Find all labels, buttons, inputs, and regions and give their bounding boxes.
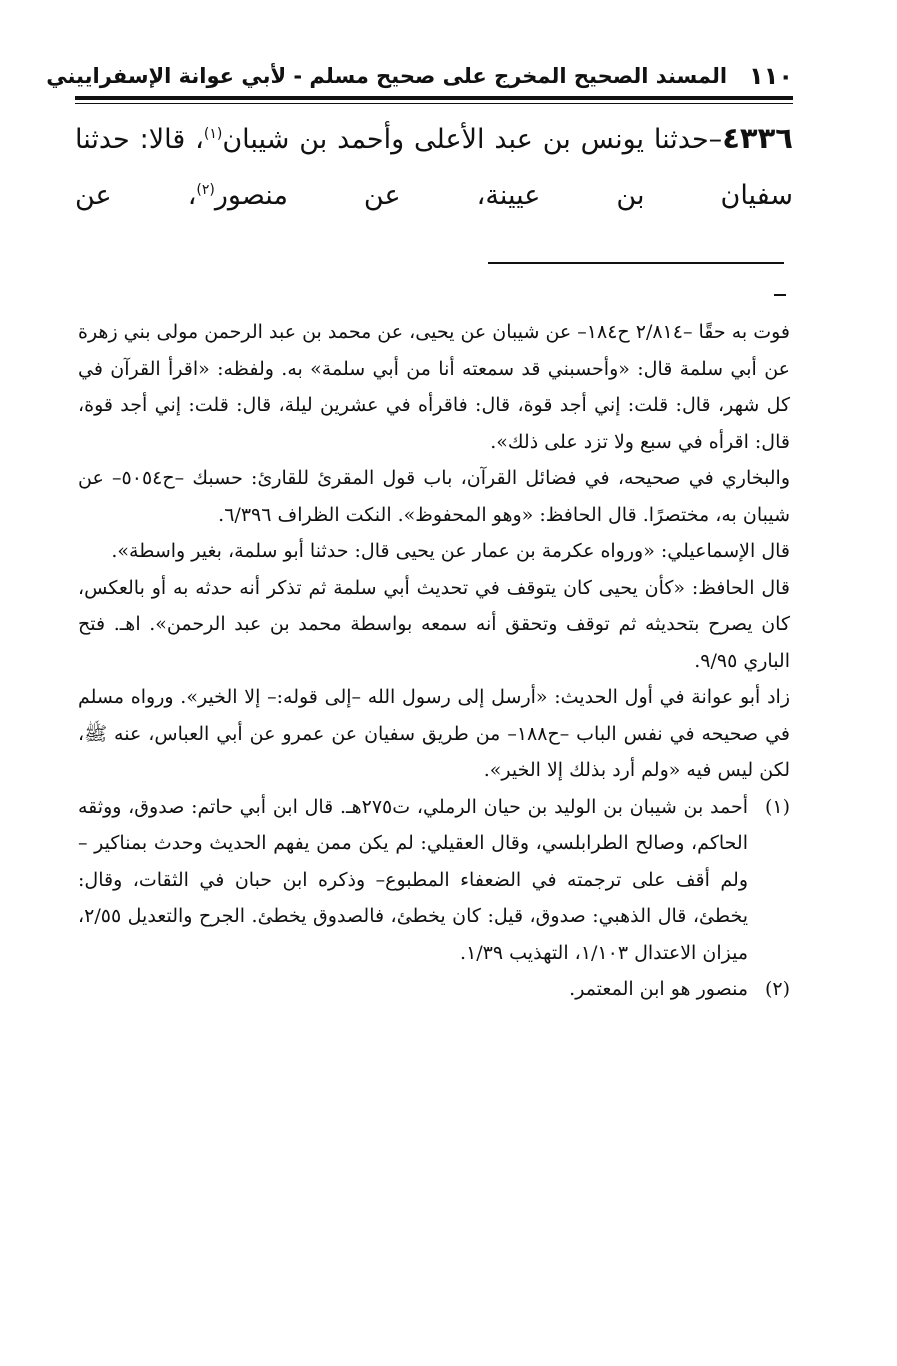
hadith-text: [75, 110, 793, 224]
footnote-text: منصور هو ابن المعتمر.: [569, 978, 748, 1000]
continued-note-paragraph: زاد أبو عوانة في أول الحديث: «أرسل إلى رسول الله –إلى قوله:– إلا الخير». ورواه مسلم في صحيحه في نفس الباب –ح١٨٨– من طريق سفيان عن عمرو عن أبي العباس، عنه ﷺ، لكن ليس فيه «ولم أرد بذلك إلا الخير».: [78, 686, 790, 781]
footnote-ref-2[interactable]: (٢): [196, 182, 215, 198]
footnote-separator: [488, 262, 784, 264]
hadith-line2: قالا: حدثنا سفيان بن عيينة، عن منصور: [75, 124, 793, 211]
footnotes-section: [78, 314, 790, 1008]
continued-note-paragraph: والبخاري في صحيحه، في فضائل القرآن، باب قول المقرئ للقارئ: حسبك –ح٥٠٥٤– عن شيبان به، مختصرًا. قال الحافظ: «وهو المحفوظ». النكت الظراف ٦/٣٩٦.: [78, 467, 791, 526]
footnote-2: [78, 971, 790, 1008]
running-header: [46, 58, 793, 94]
header-rule-thin: [75, 103, 793, 104]
hadith-number: ٤٣٣٦: [722, 121, 793, 155]
book-title: المسند الصحيح المخرج على صحيح مسلم - لأبي عوانة الإسفراييني: [46, 64, 728, 88]
continuation-mark: [774, 294, 786, 296]
continued-note-paragraph: قال الحافظ: «كأن يحيى كان يتوقف في تحديث أبي سلمة ثم تذكر أنه حدثه به أو بالعكس، كان يصرح بتحديثه ثم توقف وتحقق أنه سمعه بواسطة محمد بن عبد الرحمن». اهـ. فتح الباري ٩/٩٥.: [78, 576, 790, 672]
continued-note-paragraph: قال الإسماعيلي: «ورواه عكرمة بن عمار عن يحيى قال: حدثنا أبو سلمة، بغير واسطة».: [111, 540, 790, 562]
header-rule-thick: [75, 96, 793, 100]
footnote-1: [78, 789, 790, 972]
hadith-line2-end: ، عن: [75, 180, 197, 211]
footnote-text: أحمد بن شيبان بن الوليد بن حيان الرملي، ت٢٧٥هـ. قال ابن أبي حاتم: صدوق، ووثقه الحاكم، وصالح الطرابلسي، وقال العقيلي: لم يكن ممن يفهم الحديث وحدث بمناكير –ولم أقف على ترجمته في الضعفاء المطبوع– وذكره ابن حبان في الثقات، وقال: يخطئ، قال الذهبي: صدوق، قيل: كان يخطئ، فالصدوق يخطئ. الجرح والتعديل ٢/٥٥، ميزان الاعتدال ١/١٠٣، التهذيب ١/٣٩.: [78, 795, 749, 964]
continued-note-paragraph: فوت به حقًا –٢/٨١٤ ح١٨٤– عن شيبان عن يحيى، عن محمد بن عبد الرحمن مولى بني زهرة عن أبي سلمة قال: «وأحسبني قد سمعته أنا من أبي سلمة» به. ولفظه: «اقرأ القرآن في كل شهر، قال: قلت: إني أجد قوة، قال: فاقرأه في عشرين ليلة، قال: قلت: إني أجد قوة، قال: اقرأه في سبع ولا تزد على ذلك».: [77, 321, 790, 453]
footnote-number: (٢): [764, 978, 790, 1000]
footnote-number: (١): [764, 795, 790, 818]
page-number: ١١٠: [749, 62, 793, 90]
hadith-line1: –حدثنا يونس بن عبد الأعلى وأحمد بن شيبان: [222, 124, 723, 155]
hadith-line1-end: ،: [195, 124, 204, 155]
footnote-ref-1[interactable]: (١): [203, 126, 223, 142]
